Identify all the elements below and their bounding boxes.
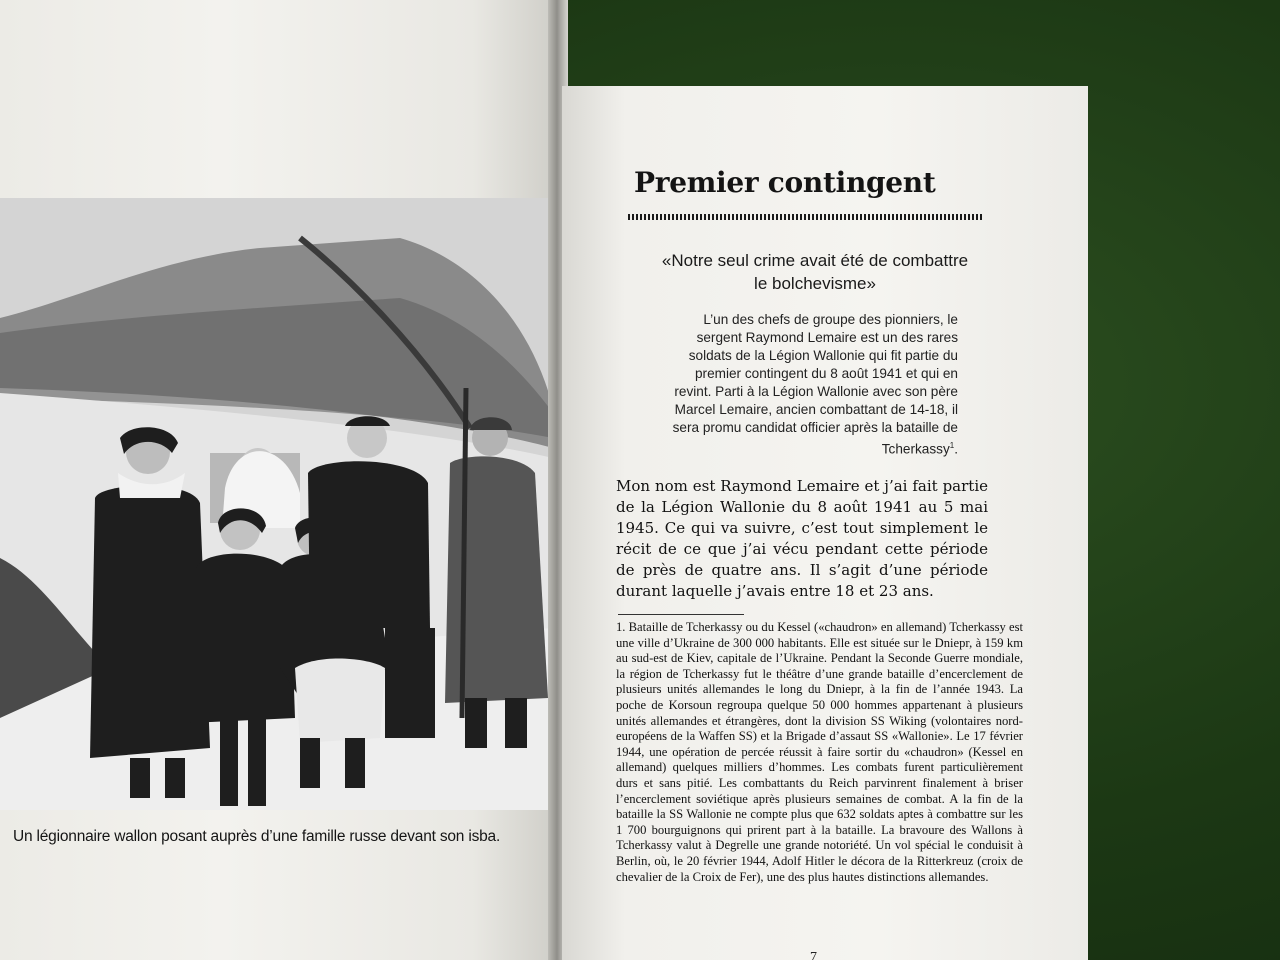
title-underline: [628, 214, 982, 220]
left-page: [0, 0, 556, 960]
footnote: 1. Bataille de Tcherkassy ou du Kessel («chaudron» en allemand) Tcherkassy est une ville d’Ukraine de 300 000 habitants. Elle est située sur le Dniepr, à 159 km au sud-est de Kiev, capitale de l’Ukraine. Pendant la Seconde Guerre mondiale, la région de Tcherkassy fut le théâtre d’une grande bataille d’encerclement de plusieurs unités allemandes le long du Dniepr, à la fin de l’année 1943. La poche de Korsoun regroupa quelque 50 000 hommes appartenant à plusieurs unités allemandes et étrangères, dont la division SS Wiking (volontaires nord-européens de la Waffen SS) et la Brigade d’assaut SS «Wallonie». Le 17 février 1944, une opération de percée réussit à faire sortir du «chaudron» (Kessel en allemand) quelques milliers d’hommes. Les combats furent particulièrement durs et sans pitié. Les combattants du Reich parvinrent finalement à briser l’encerclement soviétique après plusieurs semaines de combat. A la fin de la bataille la SS Wallonie ne compte plus que 632 soldats aptes à combattre sur les 1 700 bourguignons qui prirent part à la bataille. La bravoure des Wallons à Tcherkassy valut à Degrelle une grande notoriété. Un vol spécial le conduisit à Berlin, où, le 20 février 1944, Adolf Hitler le décora de la Ritterkreuz (croix de chevalier de la Croix de Fer), une des plus hautes distinctions allemandes.: [616, 620, 1023, 884]
photo-caption: Un légionnaire wallon posant auprès d’une famille russe devant son isba.: [13, 828, 501, 845]
intro-text: L’un des chefs de groupe des pionniers, le sergent Raymond Lemaire est un des rares soldats de la Légion Wallonie qui fit partie du premier contingent du 8 août 1941 et qui en revint. Parti à la Légion Wallonie avec son père Marcel Lemaire, ancien combattant de 14-18, il sera promu candidat officier après la bataille de Tcherkassy: [672, 312, 958, 457]
footnote-rule: [618, 614, 744, 615]
page-number: 7: [810, 950, 817, 960]
photo-illustration: [0, 198, 553, 810]
body-paragraph: Mon nom est Raymond Lemaire et j’ai fait partie de la Légion Wallonie du 8 août 1941 au 5 mai 1945. Ce qui va suivre, c’est tout simplement le récit de ce que j’ai vécu pendant cette période de près de quatre ans. Il s’agit d’une période durant laquelle j’avais entre 18 et 23 ans.: [616, 477, 988, 600]
photograph: [0, 198, 553, 810]
footnote-mark: 1: [949, 441, 955, 450]
chapter-intro: L’un des chefs de groupe des pionniers, le sergent Raymond Lemaire est un des rares soldats de la Légion Wallonie qui fit partie du premier contingent du 8 août 1941 et qui en revint. Parti à la Légion Wallonie avec son père Marcel Lemaire, ancien combattant de 14-18, il sera promu candidat officier après la bataille de Tcherkassy$^1$.: [672, 312, 958, 457]
chapter-title: Premier contingent: [634, 166, 936, 199]
chapter-quote: «Notre seul crime avait été de combattre le bolchevisme»: [661, 251, 969, 293]
right-page: [562, 86, 1088, 960]
